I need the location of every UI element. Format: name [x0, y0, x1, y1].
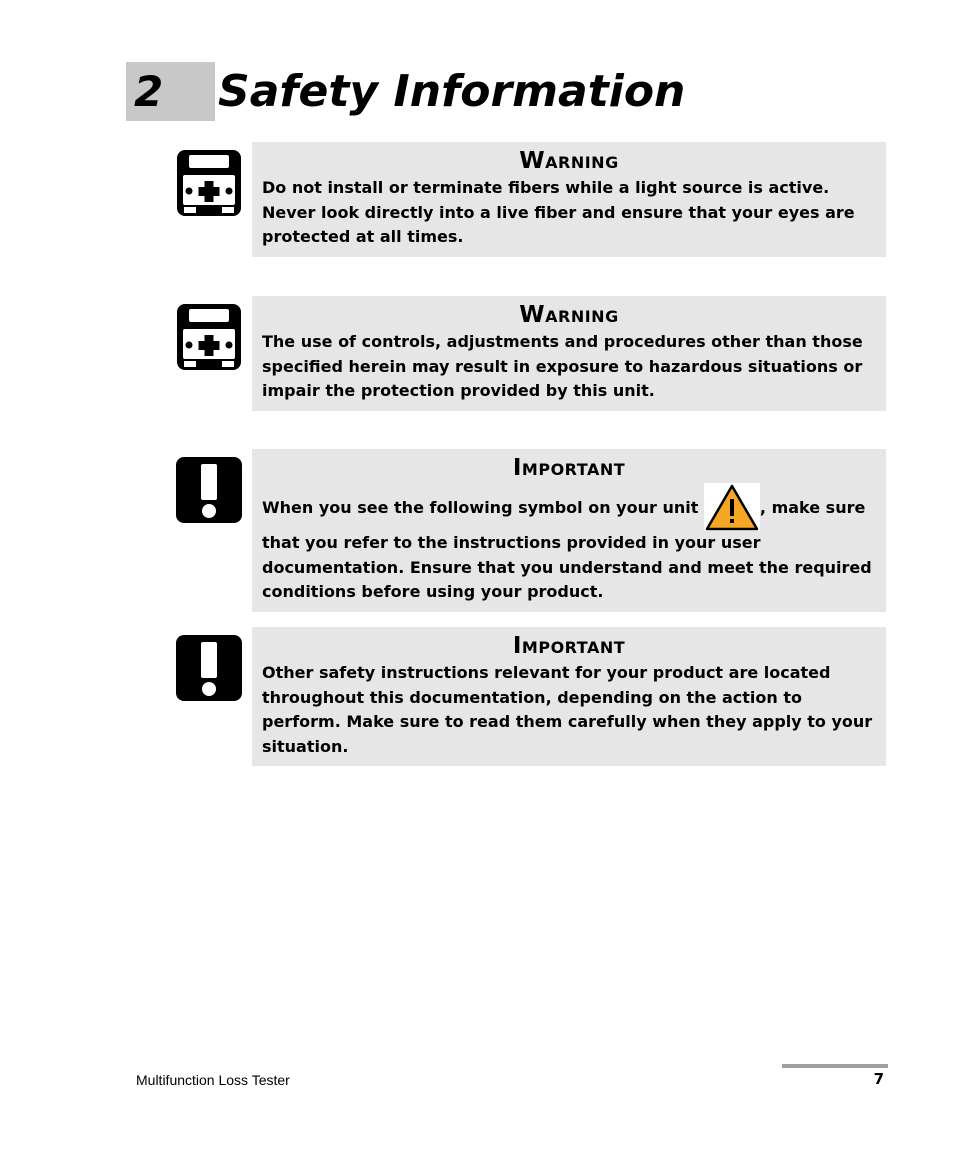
- exclamation-icon: [175, 456, 243, 524]
- notice-heading: Warning: [519, 148, 619, 174]
- warning-notice-1: [252, 142, 886, 257]
- warning-triangle-icon: [704, 483, 760, 531]
- ambulance-icon: [175, 149, 243, 217]
- notice-text: Other safety instructions relevant for your product are located throughout this documentation, depending on the action to perform. Make sure to read them carefully when they apply to your situation.: [262, 663, 873, 756]
- notice-text: Do not install or terminate fibers while a light source is active. Never look directly into a live fiber and ensure that your eyes are protected at all times.: [262, 178, 855, 246]
- notice-text: [262, 483, 876, 605]
- notice-text-before: When you see the following symbol on your unit: [262, 498, 704, 517]
- ambulance-icon: [175, 303, 243, 371]
- chapter-number: 2: [134, 67, 164, 116]
- exclamation-icon: [175, 634, 243, 702]
- notice-heading: Important: [512, 455, 626, 481]
- footer-title: Multifunction Loss Tester: [136, 1072, 290, 1088]
- warning-notice-2: [252, 296, 886, 411]
- important-notice-2: [252, 627, 886, 766]
- notice-text-after: , make sure that you refer to the instructions provided in your user documentation. Ensure that you understand and meet the required conditions before using your product.: [262, 498, 872, 601]
- footer-rule: [782, 1064, 888, 1068]
- notice-heading: Important: [512, 633, 626, 659]
- page-title: Safety Information: [218, 66, 686, 117]
- page-number: 7: [873, 1070, 884, 1088]
- notice-heading: Warning: [519, 302, 619, 328]
- important-notice-1: [252, 449, 886, 612]
- notice-text: The use of controls, adjustments and procedures other than those specified herein may result in exposure to hazardous situations or impair the protection provided by this unit.: [262, 332, 863, 400]
